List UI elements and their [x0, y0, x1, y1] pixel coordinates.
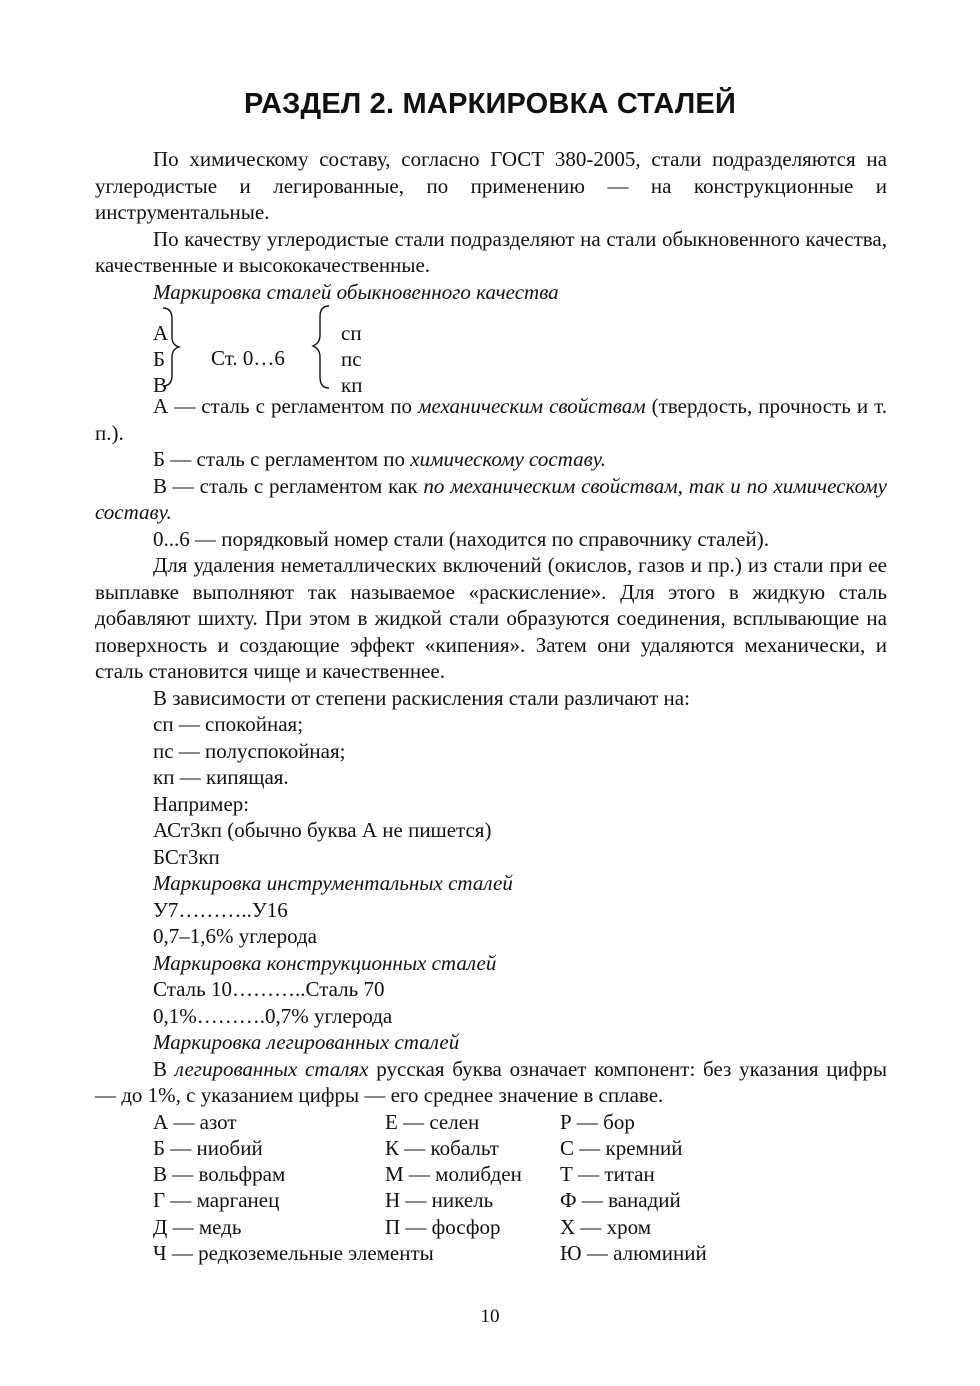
definition-group-b: Б — сталь с регламентом по химическому составу. [153, 447, 606, 471]
page-number: 10 [480, 1306, 500, 1327]
subheading-tool-steels: Маркировка инструментальных сталей [153, 871, 513, 895]
element-cell: М — молибден [385, 1162, 522, 1187]
element-cell: Х — хром [560, 1214, 652, 1239]
subheading-alloy-steels: Маркировка легированных сталей [153, 1030, 460, 1054]
structural-range-line: Сталь 10………..Сталь 70 [153, 977, 385, 1001]
element-cell: С — кремний [560, 1135, 683, 1160]
scheme-deox-ps: пс [341, 347, 362, 371]
table-row [153, 1135, 707, 1161]
definition-group-a: А — сталь с регламентом по механическим свойствам (твердость, прочность и т. п.). [95, 394, 887, 445]
page-body [95, 146, 887, 1266]
paragraph-alloy: В легированных сталях русская буква означает компонент: без указания цифры — до 1%, с указанием цифры — его среднее значение в сплаве. [95, 1056, 887, 1107]
scheme-deox-sp: сп [341, 321, 362, 345]
element-cell: Д — медь [153, 1214, 242, 1239]
scheme-grade-range: Ст. 0…6 [211, 346, 285, 370]
element-cell: Т — титан [560, 1162, 655, 1187]
table-row [153, 1109, 707, 1135]
elements-table [153, 1109, 707, 1267]
list-item: кп — кипящая. [153, 765, 289, 789]
table-row [153, 1214, 707, 1240]
table-row [153, 1187, 707, 1213]
scheme-deox-kp: кп [341, 373, 363, 397]
element-cell: Ю — алюминий [560, 1240, 707, 1265]
definition-number: 0...6 — порядковый номер стали (находится по справочнику сталей). [153, 526, 769, 551]
section-title: РАЗДЕЛ 2. МАРКИРОВКА СТАЛЕЙ [243, 88, 737, 120]
element-cell: В — вольфрам [153, 1162, 286, 1187]
marking-scheme [153, 305, 887, 397]
paragraph-classification: По химическому составу, согласно ГОСТ 380-2005, стали подразделяются на углеродистые и легированные, по применению — на конструкционные и инструментальные. [95, 147, 887, 224]
scheme-group-v: В [153, 373, 168, 397]
element-cell: Г — марганец [153, 1188, 280, 1213]
structural-carbon-line: 0,1%……….0,7% углерода [153, 1003, 393, 1028]
tool-carbon-line: 0,7–1,6% углерода [153, 924, 317, 948]
element-cell: П — фосфор [385, 1214, 501, 1239]
left-brace [313, 306, 329, 388]
scheme-group-a: А [153, 321, 169, 345]
scheme-group-b: Б [153, 347, 166, 371]
paragraph-quality: По качеству углеродистые стали подразделяют на стали обыкновенного качества, качественные и высококачественные. [95, 226, 887, 277]
tool-range-line: У7………..У16 [153, 897, 288, 922]
table-row [153, 1161, 707, 1187]
list-item: пс — полуспокойная; [153, 738, 346, 763]
subheading-ordinary-steels: Маркировка сталей обыкновенного качества [153, 279, 559, 304]
element-cell: Е — селен [385, 1109, 480, 1134]
element-cell: Н — никель [385, 1188, 494, 1213]
example-line: БСт3кп [153, 844, 220, 869]
table-row [153, 1240, 707, 1266]
example-line: АСт3кп (обычно буква А не пишется) [153, 818, 492, 842]
element-cell: К — кобальт [385, 1135, 499, 1160]
element-cell: Ч — редкоземельные элементы [153, 1240, 434, 1265]
subheading-structural-steels: Маркировка конструкционных сталей [153, 950, 497, 975]
example-label: Например: [153, 791, 250, 816]
element-cell: Ф — ванадий [560, 1188, 681, 1213]
list-item: сп — спокойная; [153, 712, 304, 736]
element-cell: Б — ниобий [153, 1135, 263, 1160]
element-cell: Р — бор [560, 1109, 635, 1134]
deoxidation-intro: В зависимости от степени раскисления стали различают на: [153, 685, 690, 710]
element-cell: А — азот [153, 1109, 237, 1134]
paragraph-deoxidation: Для удаления неметаллических включений (окислов, газов и пр.) из стали при ее выплавке выполняют так называемое «раскисление». Для этого в жидкую сталь добавляют шихту. При этом в жидкой стали образуются соединения, всплывающие на поверхность и создающие эффект «кипения». Затем они удаляются механически, и сталь становится чище и качественнее. [95, 553, 887, 683]
definition-group-v: В — сталь с регламентом как по механическим свойствам, так и по химическому составу. [95, 473, 887, 524]
